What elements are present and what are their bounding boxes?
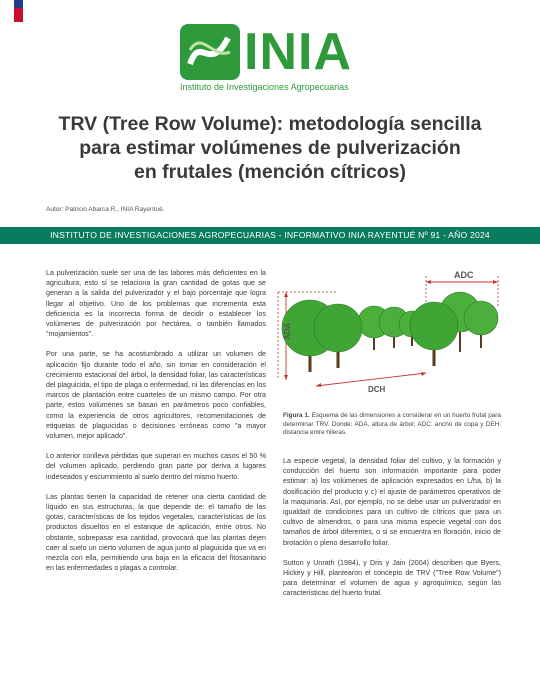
right-column bbox=[283, 456, 501, 609]
article-title bbox=[40, 112, 500, 184]
author-line: Autor: Patricio Abarca R., INIA Rayentué. bbox=[46, 206, 165, 213]
publication-band-text: INSTITUTO DE INVESTIGACIONES AGROPECUARIAS - INFORMATIVO INIA RAYENTUÉ Nº 91 - AÑO 2024 bbox=[50, 230, 490, 240]
figure-caption bbox=[283, 412, 501, 438]
label-ada: ADA bbox=[283, 322, 292, 340]
figure-tree-row-diagram bbox=[276, 268, 506, 398]
logo-emblem-icon bbox=[180, 24, 240, 80]
title-line: TRV (Tree Row Volume): metodología sencilla bbox=[58, 113, 482, 135]
flag-red-block bbox=[14, 8, 23, 22]
title-line: en frutales (mención cítricos) bbox=[134, 161, 406, 183]
paragraph: La pulverización suele ser una de las labores más deficientes en la agricultura, esto sí se relaciona la gran cantidad de gotas que se generan a la salida del pulverizador y el bajo porcentaje que logra llegar al objetivo. Uno de los problemas que incrementa esta deficiencia es la incorrecta forma de decidir o establecer los volúmenes de pulverización por hectárea, o también llamados "mojamientos". bbox=[46, 269, 266, 339]
publication-band bbox=[0, 227, 540, 244]
paragraph: Sutton y Unrath (1984), y Dris y Jain (2004) describen que Byers, Hickey y Hill, plantearon el concepto de TRV ("Tree Row Volume") para determinar el volumen de agua y agroquímico, según las características del huerto frutal. bbox=[283, 558, 501, 598]
label-adc: ADC bbox=[454, 270, 474, 280]
label-dch: DCH bbox=[368, 385, 386, 394]
caption-text: Esquema de las dimensiones a considerar en un huerto frutal para determinar TRV. Donde: ADA, altura de árbol; ADC: ancho de copa y DEH: distancia entre hileras. bbox=[283, 412, 501, 436]
logo-subtitle: Instituto de Investigaciones Agropecuarias bbox=[180, 82, 349, 92]
paragraph: La especie vegetal, la densidad foliar del cultivo, y la formación y conducción del huerto son información importante para poder estimar: a) los volúmenes de aplicación expresados en L/ha, b) la dosificación del producto y c) el ajuste de parámetros operativos de la maquinaria. Así, por ejemplo, no se debe usar un pulverizador en igualdad de condiciones para un cultivo de cítricos que para un cultivo de almendros, o para una misma especie vegetal con dos tamaños de árbol diferentes, o si se encuentra en floración, inicio de brotación o pleno desarrollo foliar. bbox=[283, 457, 501, 547]
title-line: para estimar volúmenes de pulverización bbox=[79, 137, 461, 159]
paragraph: Por una parte, se ha acostumbrado a utilizar un volumen de aplicación fijo durante todo el año, sin tomar en consideración el crecimiento estacional del árbol, la densidad foliar, las características del plaguicida, el tipo de plaga o enfermedad, ni las diferencias en los marcos de plantación entre cuarteles de un mismo campo. Por otra parte, estos volúmenes se basan en parámetros poco confiables, como la experiencia de otros agricultores, recomendaciones de etiquetas de plaguicidas o decisiones erróneas como "a mayor volumen, mejor aplicado". bbox=[46, 350, 266, 441]
logo-text: INIA bbox=[244, 23, 352, 81]
paragraph: Las plantas tienen la capacidad de retener una cierta cantidad de líquido en sus estructuras, la que depende de: el tamaño de las gotas, características de los tejidos vegetales, características de los productos disueltos en el estanque de aplicación, entre otros. No obstante, sobrepasar esa cantidad, provocará que las plantas dejen caer al suelo un cierto volumen de agua junto al plaguicida que va en mezcla con ella, permitiendo una baja en la eficacia del fitosanitario en las enfermedades o plagas a controlar. bbox=[46, 492, 266, 573]
chile-flag-corner bbox=[14, 0, 23, 22]
left-column bbox=[46, 268, 266, 583]
caption-label: Figura 1. bbox=[283, 412, 310, 419]
paragraph: Lo anterior conlleva pérdidas que superan en muchos casos el 50 % del volumen aplicado, perdiendo gran parte por deriva a lugares indeseados y escurrimiento al suelo dentro del mismo huerto. bbox=[46, 452, 266, 481]
inia-logo bbox=[180, 20, 360, 100]
flag-blue-block bbox=[14, 0, 23, 8]
